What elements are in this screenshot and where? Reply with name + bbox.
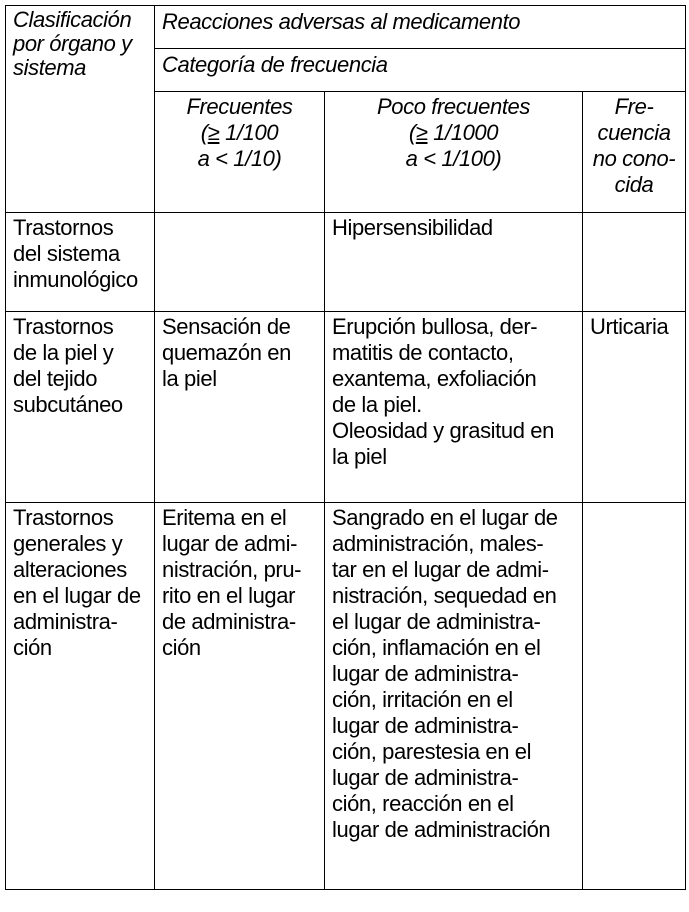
unknown-cell: [583, 503, 686, 890]
soc-cell: Trastornos del sistema inmunológico: [6, 213, 155, 312]
header-frequent: [155, 92, 325, 213]
header-uncommon-lower: 1/1000: [427, 120, 499, 145]
frequent-cell: Sensación de quemazón en la piel: [155, 312, 325, 503]
header-frequent-upper: a < 1/10): [197, 146, 282, 171]
soc-cell: Trastornos generales y alteraciones en el lugar de administra- ción: [6, 503, 155, 890]
unknown-cell: [583, 213, 686, 312]
ge-symbol: ≥: [415, 120, 428, 145]
header-row-main: [6, 6, 686, 49]
uncommon-cell: Sangrado en el lugar de administración, males- tar en el lugar de admi- nistración, sequedad en el lugar de administra- ción, inflamación en el lugar de administra- ción, irritación en el lugar de administra- ción, parestesia en el lugar de administra- ción, reacción en el lugar de administración: [325, 503, 583, 890]
header-frequent-range: (≥ 1/100: [200, 120, 279, 145]
table-row: [6, 213, 686, 312]
header-unknown: Fre- cuencia no cono- cida: [583, 92, 686, 213]
uncommon-cell: Hipersensibilidad: [325, 213, 583, 312]
header-adverse-reactions: Reacciones adversas al medicamento: [155, 6, 686, 49]
uncommon-cell: Erupción bullosa, der- matitis de contacto, exantema, exfoliación de la piel. Oleosidad y grasitud en la piel: [325, 312, 583, 503]
header-uncommon-label: Poco frecuentes: [377, 94, 530, 119]
header-frequent-label: Frecuentes: [186, 94, 293, 119]
header-frequency-category: Categoría de frecuencia: [155, 49, 686, 92]
header-uncommon-upper: a < 1/100): [405, 146, 502, 171]
unknown-cell: Urticaria: [583, 312, 686, 503]
frequent-cell: Eritema en el lugar de admi- nistración, pru- rito en el lugar de administra- ción: [155, 503, 325, 890]
header-frequent-lower: 1/100: [219, 120, 279, 145]
header-soc: Clasificación por órgano y sistema: [6, 6, 155, 213]
header-uncommon-range: (≥ 1/1000: [408, 120, 499, 145]
frequent-cell: [155, 213, 325, 312]
soc-cell: Trastornos de la piel y del tejido subcutáneo: [6, 312, 155, 503]
header-uncommon: [325, 92, 583, 213]
ge-symbol: ≥: [207, 120, 220, 145]
table-row: [6, 503, 686, 890]
table-row: [6, 312, 686, 503]
adverse-reactions-table: [5, 5, 686, 890]
